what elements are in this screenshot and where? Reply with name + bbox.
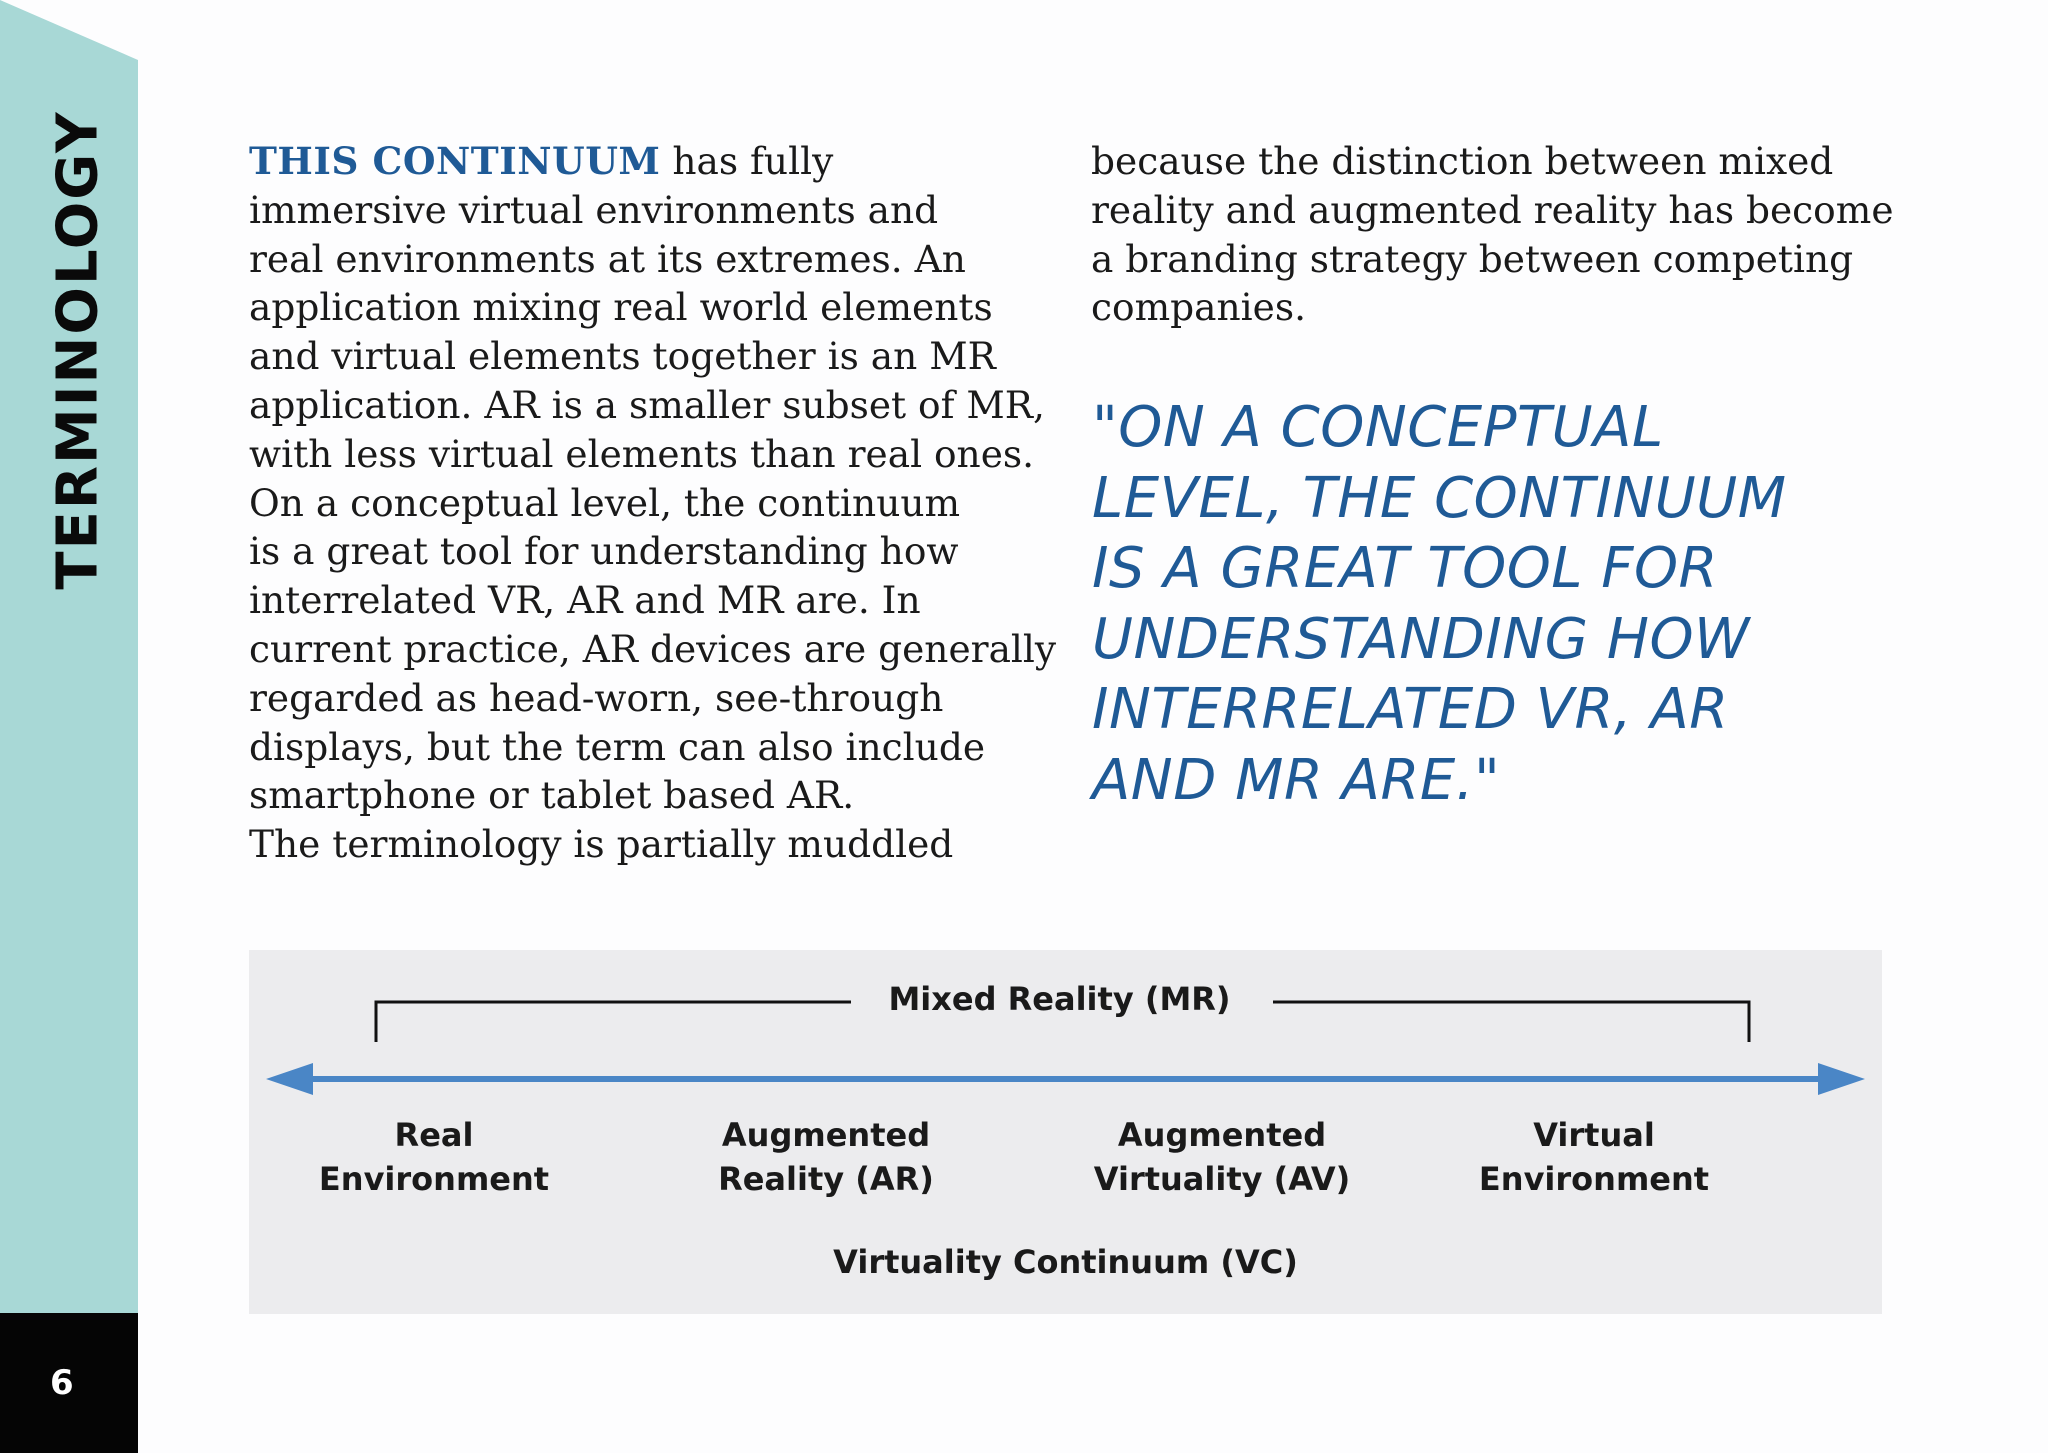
arrowhead-left-icon [266,1063,313,1095]
stage-virtual-environment [1414,1113,1774,1201]
stage-real-environment [254,1113,614,1201]
pull-quote-line: LEVEL, THE CONTINUUM [1092,465,1787,531]
body-text-line: displays, but the term can also include [249,724,986,769]
stage-label-line: Augmented [721,1116,931,1154]
body-text-line: with less virtual elements than real ones. [249,431,1035,476]
body-text-line: and virtual elements together is an MR [249,334,996,379]
pull-quote-line: IS A GREAT TOOL FOR [1092,536,1718,601]
section-title: TERMINOLOGY [45,110,111,590]
body-text-line: because the distinction between mixed [1091,139,1834,183]
body-text-line: application. AR is a smaller subset of MR, [249,382,1045,427]
pull-quote [1092,393,1852,816]
body-text-line: a branding strategy between competing [1091,236,1854,281]
lead-in-text: THIS CONTINUUM [249,139,661,183]
pull-quote-line: "ON A CONCEPTUAL [1092,395,1664,460]
arrowhead-right-icon [1818,1063,1865,1095]
body-text-line: application mixing real world elements [249,285,993,330]
body-text-left-column [249,137,1057,869]
virtuality-continuum-label: Virtuality Continuum (VC) [833,1243,1298,1281]
body-text-right-column [1091,137,1951,332]
stage-label-line: Real [394,1116,474,1154]
stage-augmented-virtuality [1042,1113,1402,1201]
stage-label-line: Virtual [1533,1116,1655,1154]
stage-label-line: Virtuality (AV) [1093,1160,1351,1198]
stage-label-line: Augmented [1117,1116,1327,1154]
mixed-reality-label [249,980,1882,1018]
body-text-line: is a great tool for understanding how [249,529,959,574]
body-text-fragment: has fully [660,139,834,183]
body-text-line: reality and augmented reality has become [1091,187,1894,232]
body-text-line: immersive virtual environments and [249,187,939,232]
body-text-line: companies. [1091,285,1307,330]
body-text-line: interrelated VR, AR and MR are. In [249,578,921,623]
body-text-line: real environments at its extremes. An [249,236,966,281]
page-number: 6 [50,1363,74,1403]
body-text-line [249,137,1049,186]
body-text-line: smartphone or tablet based AR. [249,773,855,818]
pull-quote-line: INTERRELATED VR, AR [1092,677,1729,742]
stage-label-line: Environment [318,1160,550,1198]
body-text-line: regarded as head-worn, see-through [249,675,944,720]
mixed-reality-label-text: Mixed Reality (MR) [888,980,1231,1018]
stage-label-line: Reality (AR) [718,1160,934,1198]
stage-label-line: Environment [1478,1160,1710,1198]
virtuality-continuum-diagram [249,950,1882,1314]
body-text-line: The terminology is partially muddled [249,822,954,867]
body-text-line: On a conceptual level, the continuum [249,480,961,525]
pull-quote-line: UNDERSTANDING HOW [1092,606,1750,672]
body-text-line: current practice, AR devices are generally [249,626,1057,671]
stage-augmented-reality [646,1113,1006,1201]
pull-quote-line: AND MR ARE." [1092,747,1501,813]
